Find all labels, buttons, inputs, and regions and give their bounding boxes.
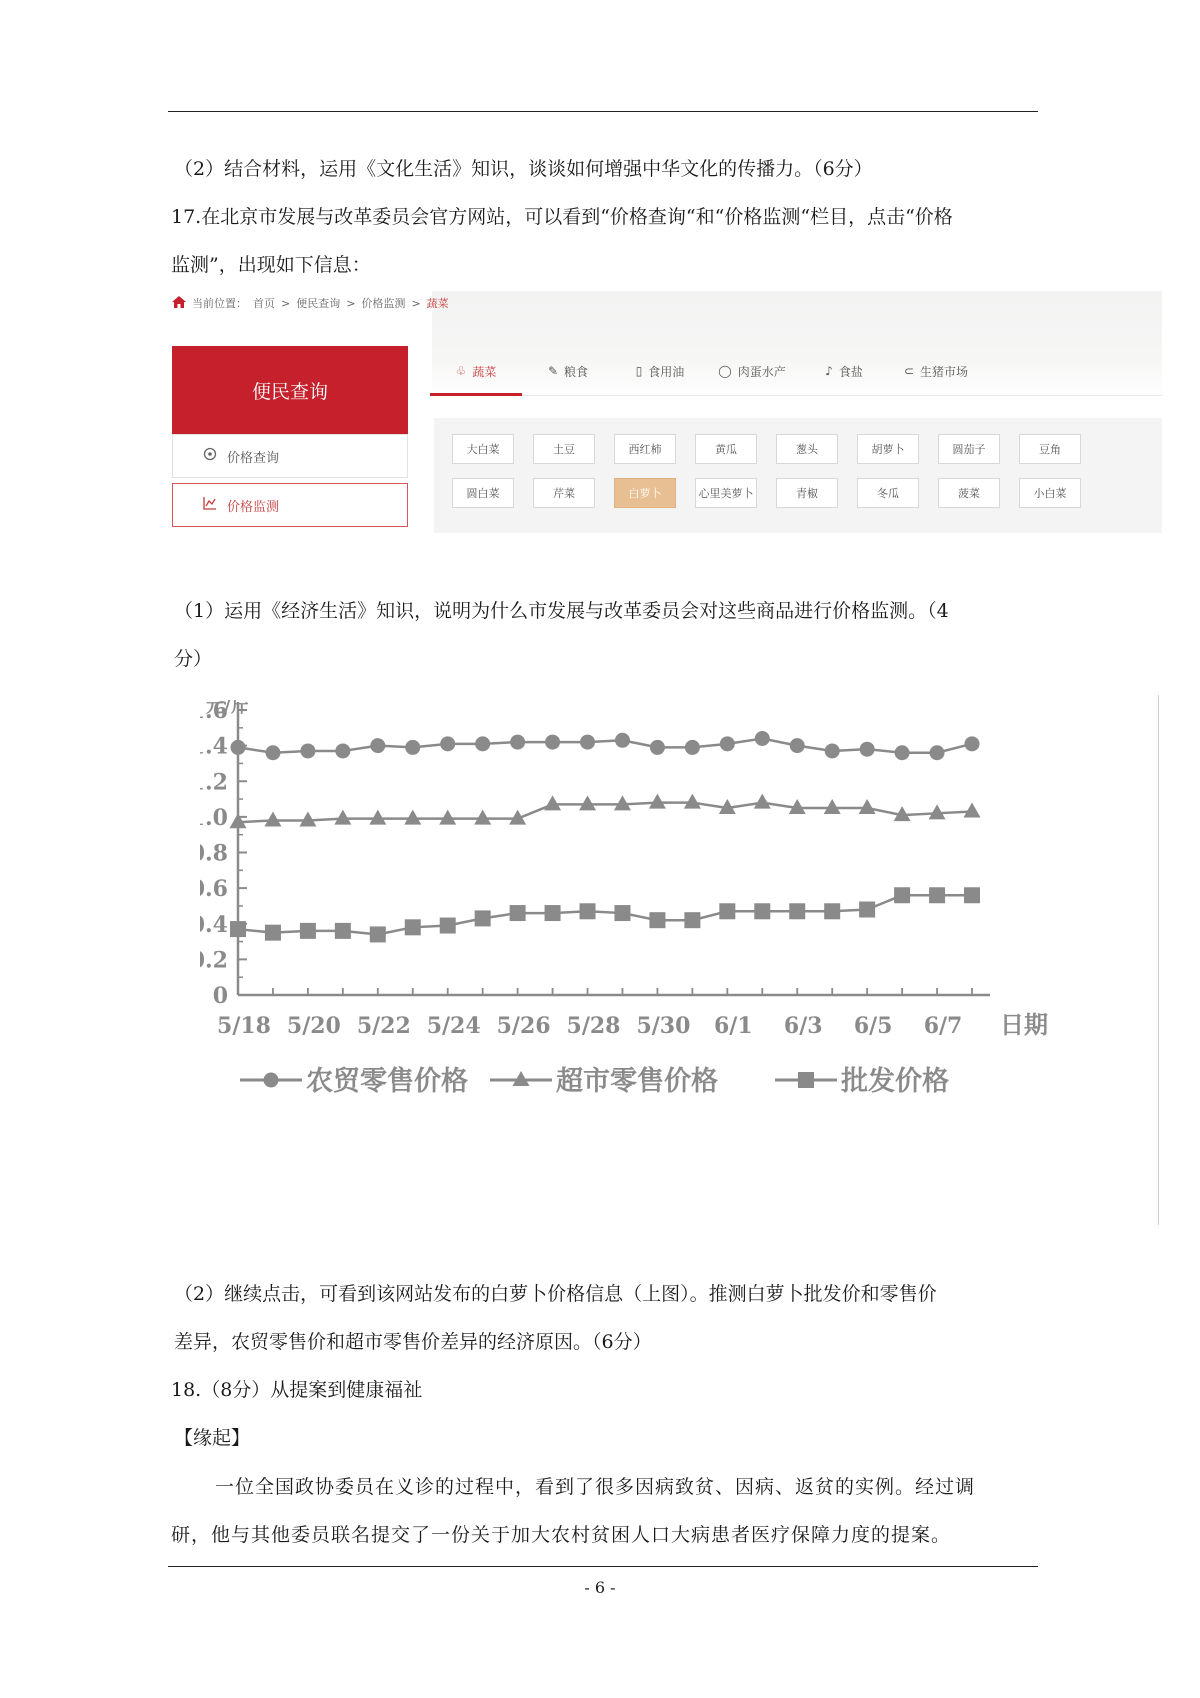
data-point-circle (895, 745, 910, 760)
tab-baseline (430, 395, 1162, 396)
q17-part1-line1: （1）运用《经济生活》知识，说明为什么市发展与改革委员会对这些商品进行价格监测。（4 (174, 600, 949, 622)
home-icon[interactable] (172, 296, 186, 311)
grain-icon: ✎ (547, 364, 559, 378)
data-point-triangle (369, 810, 386, 825)
tab-label: 生猪市场 (920, 364, 969, 379)
q17-line2: 监测”，出现如下信息： (171, 254, 371, 276)
vegetable-button[interactable]: 心里美萝卜 (695, 478, 757, 508)
data-point-triangle (859, 799, 876, 814)
data-point-square (335, 923, 351, 939)
data-point-square (230, 921, 246, 937)
tab-grain[interactable] (522, 353, 614, 389)
data-point-square (824, 903, 840, 919)
data-point-circle (965, 736, 980, 751)
breadcrumb-sep: > (346, 296, 356, 310)
vegetable-button[interactable]: 豆角 (1019, 434, 1081, 464)
y-tick-label: .2 (205, 947, 228, 974)
vegetable-button[interactable]: 葱头 (776, 434, 838, 464)
data-point-triangle (404, 810, 421, 825)
website-screenshot (172, 291, 1162, 533)
breadcrumb-bianmin[interactable]: 便民查询 (296, 297, 341, 310)
data-point-square (300, 923, 316, 939)
tab-salt[interactable] (798, 353, 890, 389)
x-tick-label: 6/1 (714, 1013, 753, 1039)
vegetable-button[interactable]: 西红柿 (614, 434, 676, 464)
data-point-circle (650, 740, 665, 755)
x-tick-label: 6/7 (923, 1013, 963, 1039)
vegetable-button[interactable]: 菠菜 (938, 478, 1000, 508)
legend-label: 批发价格 (841, 1066, 949, 1097)
data-point-triangle (544, 795, 561, 810)
price-chart-svg (200, 700, 1160, 1220)
data-point-triangle (684, 794, 701, 809)
data-point-square (789, 903, 805, 919)
breadcrumb-home[interactable]: 首页 (253, 297, 275, 310)
vegetable-button[interactable]: 土豆 (533, 434, 595, 464)
x-tick-label: 6/3 (783, 1013, 823, 1039)
data-point-square (929, 887, 945, 903)
data-point-triangle (754, 794, 771, 809)
data-point-circle (615, 733, 630, 748)
y-tick-label: .4 (205, 911, 228, 938)
data-point-square (894, 887, 910, 903)
data-point-circle (405, 740, 420, 755)
data-point-triangle (439, 810, 456, 825)
breadcrumb-jiage[interactable]: 价格监测 (361, 297, 406, 310)
q17-part2-line2: 差异，农贸零售价和超市零售价差异的经济原因。（6分） (174, 1331, 652, 1353)
data-point-triangle (649, 794, 666, 809)
pig-icon: ⊂ (903, 364, 915, 378)
q17-line1: 17.在北京市发展与改革委员会官方网站，可以看到“价格查询“和“价格监测“栏目，点击“价格 (171, 206, 953, 228)
q18-paragraph-line2: 研，他与其他委员联名提交了一份关于加大农村贫困人口大病患者医疗保障力度的提案。 (171, 1524, 952, 1546)
vegetable-button[interactable]: 黄瓜 (695, 434, 757, 464)
data-point-square (684, 912, 700, 928)
data-point-circle (370, 738, 385, 753)
x-tick-label: 6/5 (853, 1013, 893, 1039)
breadcrumb (172, 291, 449, 315)
x-tick-label: 5/28 (566, 1013, 621, 1039)
data-point-circle (930, 745, 945, 760)
y-tick-label: .6 (205, 700, 228, 724)
q18-paragraph-line1: 一位全国政协委员在义诊的过程中，看到了很多因病致贫、因病、返贫的实例。经过调 (215, 1476, 976, 1498)
sidebar-item-label: 价格查询 (227, 450, 280, 466)
data-point-square (405, 919, 421, 935)
q17-part1-line2: 分） (174, 648, 213, 670)
vegetable-button[interactable]: 大白菜 (452, 434, 514, 464)
q16-part2: （2）结合材料，运用《文化生活》知识，谈谈如何增强中华文化的传播力。（6分） (174, 158, 873, 180)
legend-label: 农贸零售价格 (306, 1066, 468, 1097)
data-point-square (614, 905, 630, 921)
data-point-square (964, 887, 980, 903)
data-point-circle (510, 735, 525, 750)
data-point-circle (790, 738, 805, 753)
data-point-circle (231, 740, 246, 755)
q18-section: 【缘起】 (174, 1427, 251, 1449)
egg-icon: ◯ (718, 364, 732, 378)
legend-label: 超市零售价格 (556, 1066, 718, 1097)
y-tick-label: .0 (205, 804, 228, 831)
q17-part2-line1: （2）继续点击，可看到该网站发布的白萝卜价格信息（上图）。推测白萝卜批发价和零售价 (174, 1283, 937, 1305)
tab-pig-market[interactable] (890, 353, 982, 389)
data-point-circle (475, 736, 490, 751)
vegetable-button[interactable]: 圆茄子 (938, 434, 1000, 464)
footer-rule (168, 1566, 1038, 1567)
tab-label: 蔬菜 (472, 364, 497, 379)
salt-icon: ♪ (825, 364, 833, 378)
category-tabs (430, 351, 982, 391)
data-point-circle (265, 745, 280, 760)
chart-icon (203, 496, 217, 514)
data-point-circle (335, 743, 350, 758)
breadcrumb-sep: > (281, 296, 291, 310)
data-point-square (649, 912, 665, 928)
vegetable-button[interactable]: 冬瓜 (857, 478, 919, 508)
data-point-circle (720, 736, 735, 751)
tab-meat-egg[interactable] (706, 353, 798, 389)
x-tick-label: 5/30 (636, 1013, 691, 1039)
data-point-triangle (964, 803, 981, 818)
data-point-triangle (579, 795, 596, 810)
tab-vegetables[interactable] (430, 353, 522, 389)
y-tick-label: .6 (205, 876, 228, 903)
data-point-square (859, 902, 875, 918)
data-point-triangle (474, 810, 491, 825)
sidebar-item-price-monitor[interactable] (172, 483, 408, 527)
vegetable-button[interactable]: 胡萝卜 (857, 434, 919, 464)
tab-label: 食用油 (648, 364, 685, 379)
legend-marker-square (798, 1072, 814, 1088)
vegetable-icon: ♧ (455, 364, 467, 378)
x-tick-label: 5/24 (426, 1013, 481, 1039)
tab-label: 粮食 (564, 364, 589, 379)
data-point-circle (440, 736, 455, 751)
data-point-square (510, 905, 526, 921)
active-tab-indicator (430, 393, 522, 396)
tab-oil[interactable] (614, 353, 706, 389)
sidebar-item-price-query[interactable] (172, 434, 408, 478)
data-point-square (719, 903, 735, 919)
vegetable-button[interactable]: 圆白菜 (452, 478, 514, 508)
data-point-circle (755, 731, 770, 746)
data-point-circle (300, 743, 315, 758)
vegetable-button[interactable]: 小白菜 (1019, 478, 1081, 508)
sidebar-title: 便民查询 (172, 346, 408, 434)
data-point-circle (580, 735, 595, 750)
oil-icon: ▯ (635, 364, 643, 378)
data-point-square (440, 918, 456, 934)
data-point-circle (825, 743, 840, 758)
vegetable-grid (434, 418, 1162, 533)
y-axis-label: 元/斤 (206, 700, 249, 717)
legend-marker-circle (264, 1073, 279, 1088)
data-point-square (475, 910, 491, 926)
tab-label: 肉蛋水产 (737, 364, 786, 379)
data-point-triangle (264, 811, 281, 826)
data-point-triangle (824, 799, 841, 814)
y-tick-label: .8 (205, 840, 228, 867)
breadcrumb-current: 蔬菜 (426, 297, 449, 310)
sidebar-item-label: 价格监测 (227, 499, 280, 515)
x-tick-label: 5/20 (286, 1013, 341, 1039)
search-icon (203, 447, 217, 465)
header-rule (168, 111, 1038, 112)
data-point-triangle (334, 810, 351, 825)
breadcrumb-sep: > (411, 296, 421, 310)
data-point-circle (545, 735, 560, 750)
x-tick-label: 5/18 (217, 1013, 271, 1039)
data-point-square (370, 926, 386, 942)
tab-label: 食盐 (838, 364, 863, 379)
vegetable-button[interactable]: 芹菜 (533, 478, 595, 508)
data-point-square (265, 925, 281, 941)
x-tick-label: 5/22 (356, 1013, 411, 1039)
y-tick-label: .4 (205, 733, 228, 760)
x-axis-label: 日期 (1000, 1010, 1048, 1039)
price-chart (200, 700, 1160, 1220)
q18-title: 18.（8分）从提案到健康福祉 (171, 1379, 423, 1401)
data-point-square (545, 905, 561, 921)
data-point-square (580, 903, 596, 919)
data-point-circle (685, 740, 700, 755)
page-number: - 6 - (584, 1578, 616, 1597)
breadcrumb-label: 当前位置： (192, 297, 247, 310)
y-tick-label: .2 (205, 769, 228, 796)
x-tick-label: 5/26 (496, 1013, 551, 1039)
data-point-circle (860, 742, 875, 757)
data-point-square (754, 903, 770, 919)
y-tick-label: 0 (212, 983, 228, 1009)
vegetable-button[interactable]: 青椒 (776, 478, 838, 508)
vegetable-button[interactable]: 白萝卜 (614, 478, 676, 508)
